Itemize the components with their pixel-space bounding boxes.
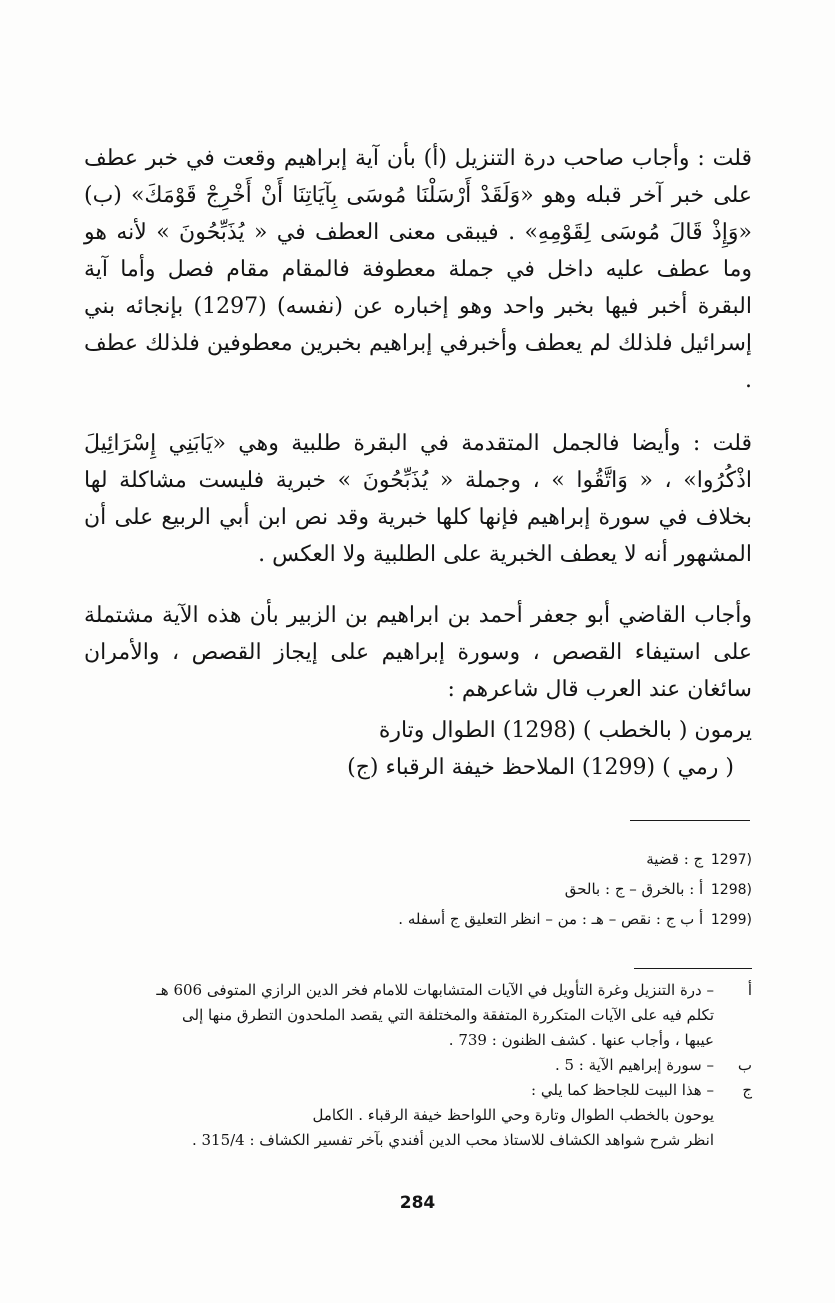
reference-text: – هذا البيت للجاحظ كما يلي : — [531, 1081, 714, 1099]
poem-verse-2: ( رمي ) (1299) الملاحظ خيفة الرقباء (ج) — [347, 755, 734, 780]
reference-text: – سورة إبراهيم الآية : 5 . — [554, 1056, 714, 1074]
note-text: ج : قضية — [646, 850, 704, 868]
variant-notes — [84, 845, 752, 935]
reference-mark: أ — [747, 981, 752, 999]
paragraph-3: وأجاب القاضي أبو جعفر أحمد بن ابراهيم بن الزبير بأن هذه الآية مشتملة على استيفاء القصص ، وسورة إبراهيم على إيجاز القصص ، والأمران سائغان عند العرب قال شاعرهم : — [84, 603, 752, 702]
variant-note — [84, 905, 752, 935]
variant-note — [84, 875, 752, 905]
main-text — [84, 140, 752, 786]
reference-b — [84, 1053, 752, 1078]
reference-a-continued: تكلم فيه على الآيات المتكررة المتفقة والمختلفة التي يقصد الملحدون التطرق منها إلى — [182, 1006, 714, 1024]
reference-a-continued: عيبها ، وأجاب عنها . كشف الظنون : 739 . — [448, 1031, 714, 1049]
note-number: (1297 — [710, 852, 752, 868]
note-number: (1299 — [710, 912, 752, 928]
note-text: أ : بالخرق – ج : بالحق — [564, 880, 704, 898]
variant-note — [84, 845, 752, 875]
reference-a — [84, 978, 752, 1003]
reference-c-source: انظر شرح شواهد الكشاف للاستاذ محب الدين أفندي بآخر تفسير الكشاف : 315/4 . — [191, 1131, 714, 1149]
reference-c-verse: يوحون بالخطب الطوال وتارة وحي اللواحظ خيفة الرقباء . الكامل — [312, 1106, 714, 1124]
reference-notes — [84, 978, 752, 1153]
poem-verse-1: يرمون ( بالخطب ) (1298) الطوال وتارة — [378, 718, 752, 743]
note-number: (1298 — [710, 882, 752, 898]
footnote-divider — [630, 820, 750, 821]
note-text: أ ب ج : نقص – هـ : من – انظر التعليق ج أسفله . — [398, 910, 704, 928]
references-divider — [634, 968, 752, 969]
reference-text: – درة التنزيل وغرة التأويل في الآيات المتشابهات للامام فخر الدين الرازي المتوفى 606 هـ — [156, 981, 714, 999]
reference-mark: ج — [742, 1081, 752, 1099]
page-number: 284 — [399, 1193, 436, 1213]
paragraph-1: قلت : وأجاب صاحب درة التنزيل (أ) بأن آية إبراهيم وقعت في خبر عطف على خبر آخر قبله وهو «وَلَقَدْ أَرْسَلْنَا مُوسَى بِآيَاتِنَا أَنْ أَخْرِجْ قَوْمَكَ» (ب) «وَإِذْ قَالَ مُوسَى لِقَوْمِهِ» . فيبقى معنى العطف في « يُذَبِّحُونَ » لأنه هو وما عطف عليه داخل في جملة معطوفة فالمقام مقام فصل وأما آية البقرة أخبر فيها بخبر واحد وهو إخباره عن (نفسه) (1297) بإنجائه بني إسرائيل فلذلك لم يعطف وأخبرفي إبراهيم بخبرين معطوفين فلذلك عطف . — [84, 146, 752, 393]
reference-mark: ب — [737, 1056, 752, 1074]
paragraph-2: قلت : وأيضا فالجمل المتقدمة في البقرة طلبية وهي «يَابَنِي إِسْرَائِيلَ اذْكُرُوا» ، « وَاتَّقُوا » ، وجملة « يُذَبِّحُونَ » خبرية فليست مشاكلة لها بخلاف في سورة إبراهيم فإنها كلها خبرية وقد نص ابن أبي الربيع على أن المشهور أنه لا يعطف الخبرية على الطلبية ولا العكس . — [84, 431, 752, 567]
reference-c — [84, 1078, 752, 1103]
